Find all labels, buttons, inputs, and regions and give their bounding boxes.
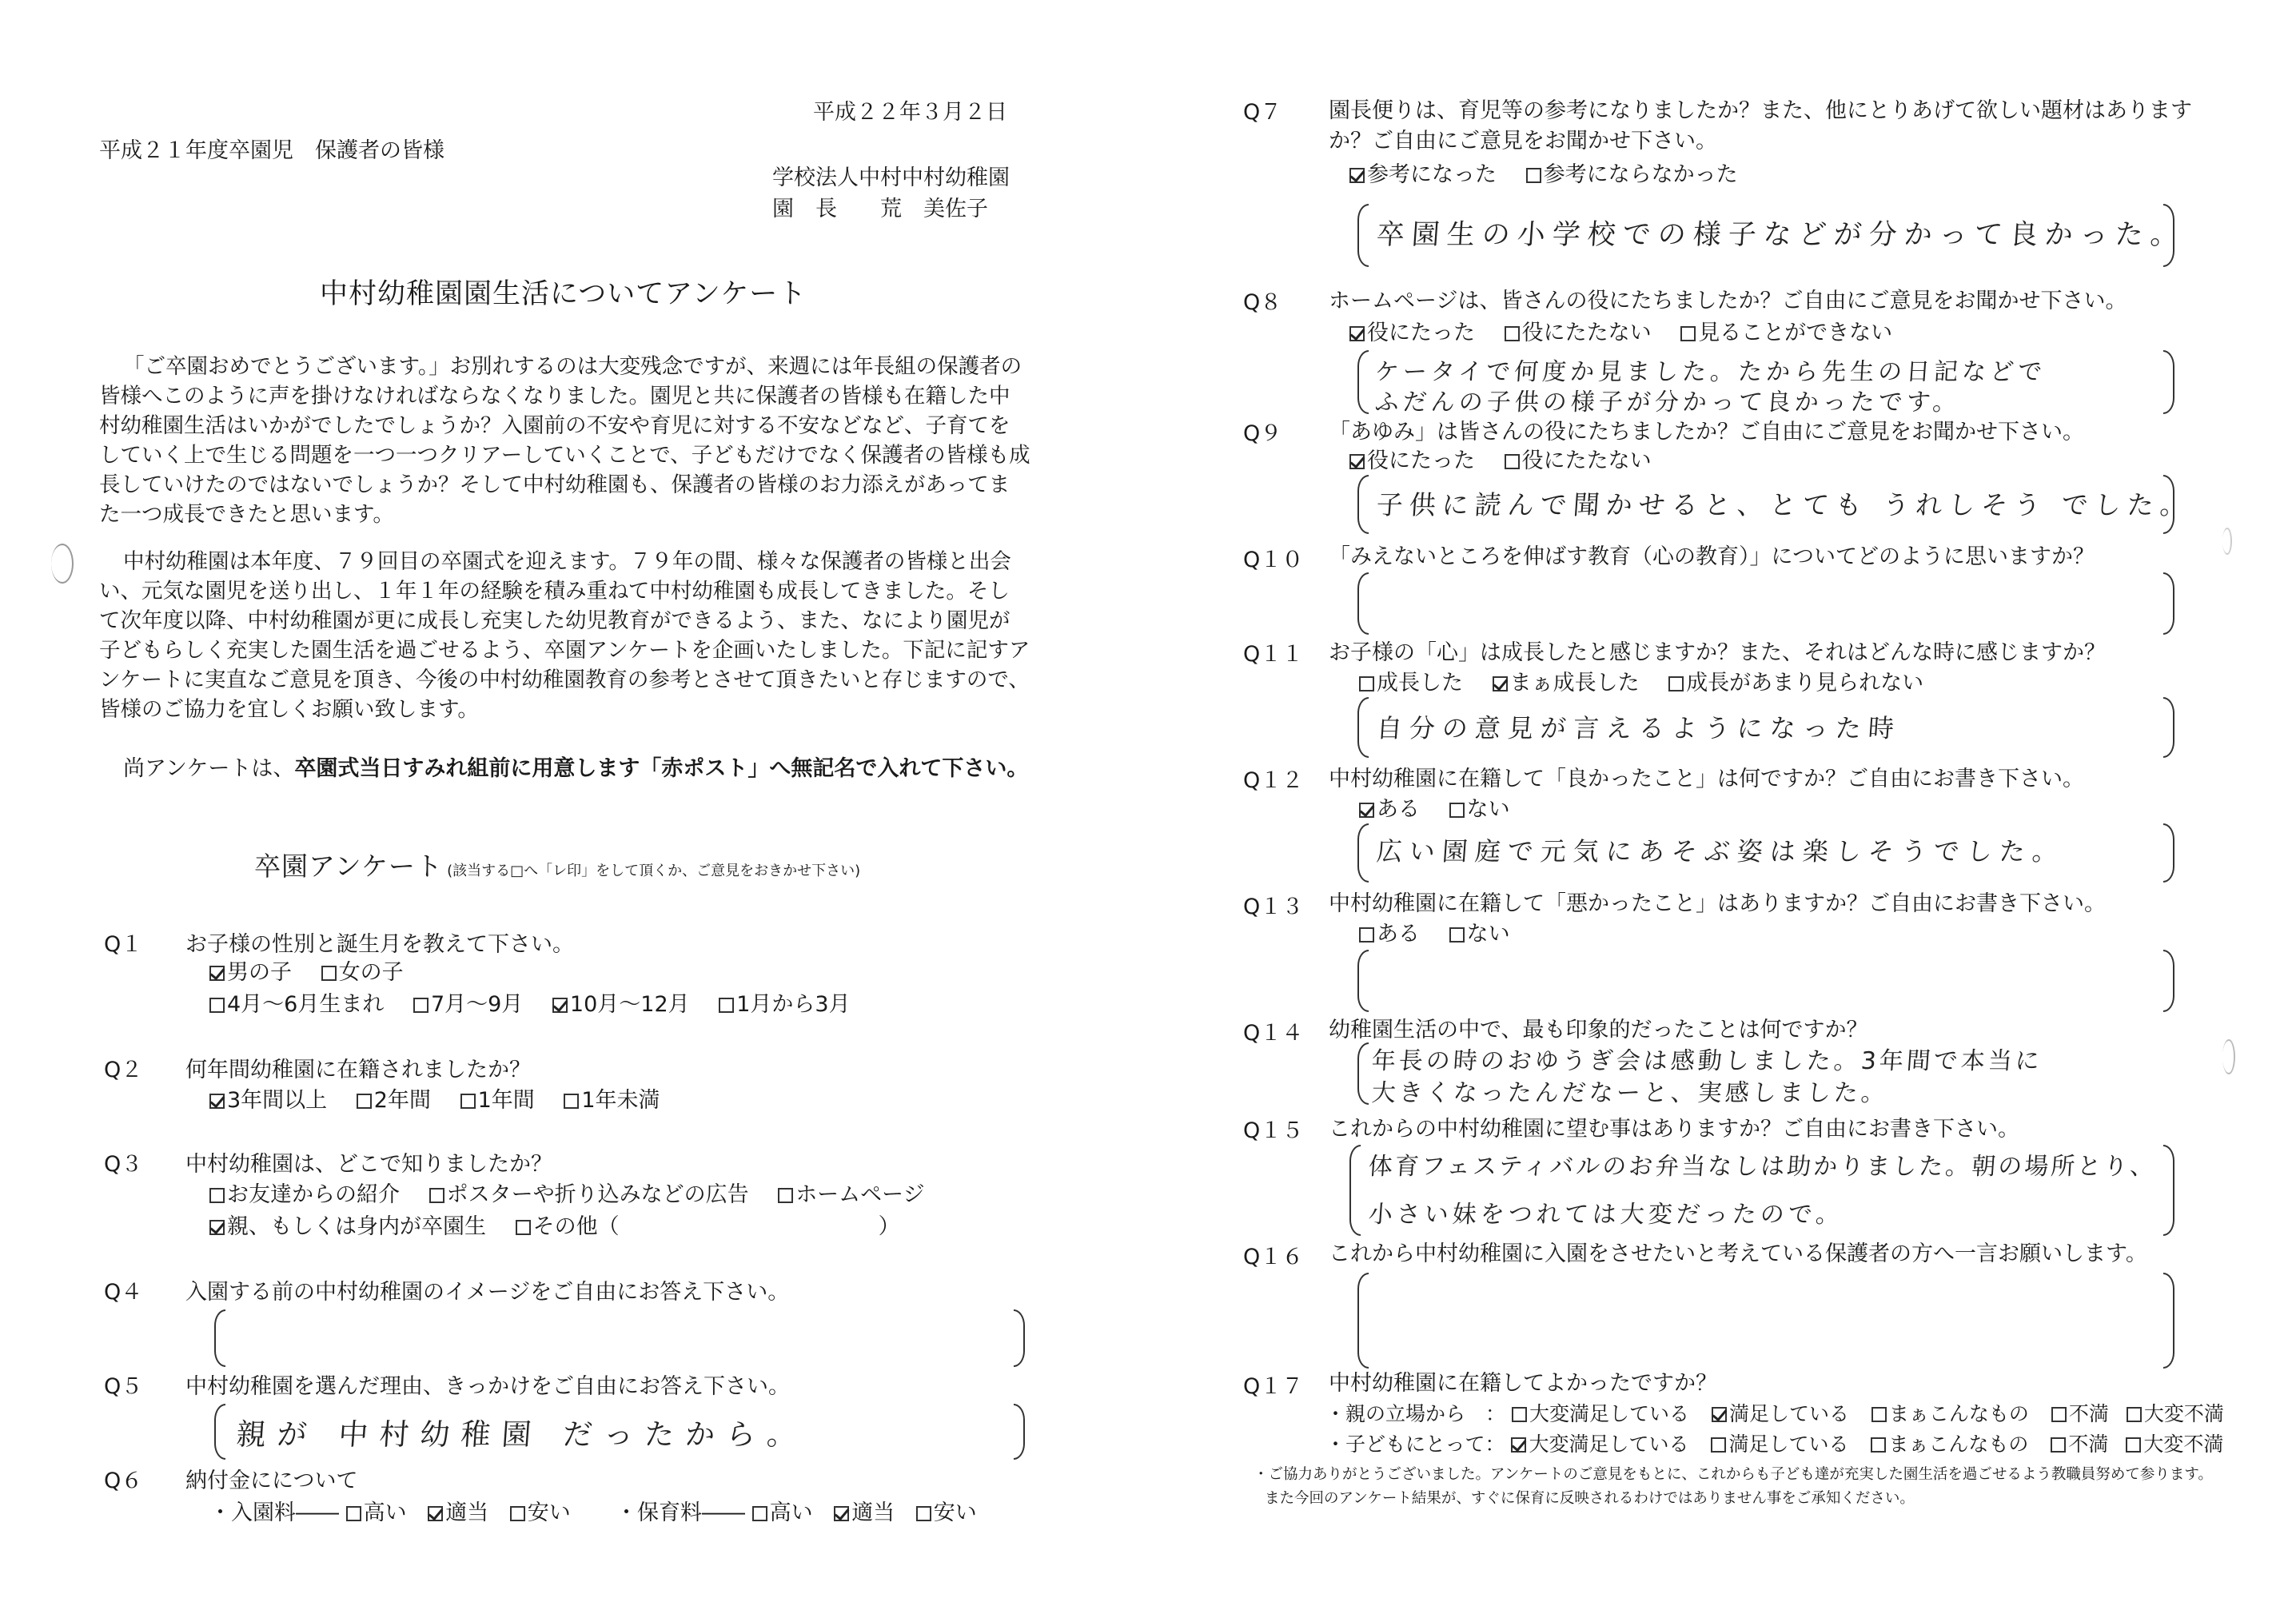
q16-answer-bracket-right <box>2163 1273 2174 1369</box>
checkbox[interactable] <box>1349 168 1365 183</box>
q8-question: ホームページは、皆さんの役にたちましたか？ご自由にご意見をお聞かせ下さい。 <box>1329 289 2127 313</box>
q13-answer-bracket-left <box>1357 950 1369 1012</box>
checkbox[interactable] <box>1871 1407 1887 1422</box>
checkbox[interactable] <box>1359 927 1374 943</box>
checkbox[interactable] <box>1349 454 1365 469</box>
checkbox[interactable] <box>2051 1437 2066 1453</box>
q10-question: 「みえないところを伸ばす教育（心の教育）」についてどのように思いますか？ <box>1329 544 2095 569</box>
q4-question: 入園する前の中村幼稚園のイメージをご自由にお答え下さい。 <box>185 1280 790 1305</box>
checkbox[interactable] <box>2127 1407 2142 1422</box>
q13-number: Q１３ <box>1243 895 1304 919</box>
checkbox[interactable] <box>719 998 734 1013</box>
q17-question: 中村幼稚園に在籍してよかったですか？ <box>1329 1371 1717 1396</box>
footer-note-1: ・ご協力ありがとうございました。アンケートのご意見をもとに、これからも子ども達が充実した園生活を過ごせるよう教職員努めて参ります。 <box>1254 1466 2213 1483</box>
q1-number: Q１ <box>104 932 143 957</box>
checkbox[interactable] <box>357 1094 372 1109</box>
q5-question: 中村幼稚園を選んだ理由、きっかけをご自由にお答え下さい。 <box>185 1374 790 1399</box>
addressee: 平成２１年度卒園児 保護者の皆様 <box>99 138 444 163</box>
q2-options: 3年間以上 2年間 1年間 1年未満 <box>209 1087 683 1114</box>
q15-handwritten-answer-line1: 体育フェスティバルのお弁当なしは助かりました。朝の場所とり、 <box>1367 1153 2158 1181</box>
q17-number: Q１７ <box>1243 1374 1304 1399</box>
checkbox[interactable] <box>2051 1407 2067 1422</box>
scan-edge-mark <box>2222 1039 2235 1074</box>
checkbox[interactable] <box>1526 168 1541 183</box>
q6-question: 納付金にについて <box>185 1469 358 1493</box>
notice-bold: 卒園式当日すみれ組前に用意します「赤ポスト」へ無記名で入れて下さい。 <box>294 756 1029 781</box>
q5-number: Q５ <box>104 1374 143 1399</box>
checkbox[interactable] <box>1493 676 1508 691</box>
q7-question: 園長便りは、育児等の参考になりましたか？また、他にとりあげて欲しい題材はありますか？ご自由にご意見をお聞かせ下さい。 <box>1329 98 2192 153</box>
q16-question: これから中村幼稚園に入園をさせたいと考えている保護者の方へ一言お願いします。 <box>1329 1241 2147 1266</box>
q3-question: 中村幼稚園は、どこで知りましたか？ <box>185 1152 552 1177</box>
checkbox[interactable] <box>209 1220 225 1235</box>
q9-options: 役にたった 役にたたない <box>1349 448 1674 475</box>
checkbox[interactable] <box>510 1506 525 1521</box>
q1-question: お子様の性別と誕生月を教えて下さい。 <box>185 932 574 957</box>
q13-question: 中村幼稚園に在籍して「悪かったこと」はありますか？ご自由にお書き下さい。 <box>1329 891 2106 916</box>
q11-options: 成長した まぁ成長した 成長があまり見られない <box>1359 670 1946 697</box>
checkbox[interactable] <box>1359 676 1374 691</box>
q12-options: ある ない <box>1359 796 1533 823</box>
q7-options: 参考になった 参考にならなかった <box>1349 161 1760 189</box>
q14-question: 幼稚園生活の中で、最も印象的だったことは何ですか？ <box>1329 1018 1868 1042</box>
checkbox[interactable] <box>1680 326 1696 341</box>
q16-number: Q１６ <box>1243 1245 1304 1269</box>
survey-note: (該当する□へ「レ印」をして頂くか、ご意見をおきかせ下さい) <box>447 863 861 879</box>
q14-handwritten-answer-line1: 年長の時のおゆうぎ会は感動しました。3年間で本当に <box>1370 1047 2044 1075</box>
q8-handwritten-answer-line2: ふだんの子供の様子が分かって良かったです。 <box>1373 389 1962 416</box>
survey-title: 卒園アンケート <box>254 851 444 882</box>
checkbox[interactable] <box>752 1506 767 1521</box>
checkbox[interactable] <box>1505 326 1520 341</box>
date: 平成２２年３月２日 <box>813 100 1007 125</box>
checkbox[interactable] <box>209 998 225 1013</box>
checkbox[interactable] <box>778 1188 793 1203</box>
q11-answer-bracket-right <box>2163 697 2174 758</box>
q11-handwritten-answer: 自分の意見が言えるようになった時 <box>1375 713 1903 743</box>
q10-number: Q１０ <box>1243 548 1304 572</box>
checkbox[interactable] <box>1349 326 1365 341</box>
footer-note-2: また今回のアンケート結果が、すぐに保育に反映されるわけではありません事をご承知ください。 <box>1265 1490 1915 1507</box>
q15-number: Q１５ <box>1243 1118 1304 1143</box>
q2-question: 何年間幼稚園に在籍されましたか？ <box>185 1058 531 1082</box>
checkbox[interactable] <box>552 998 568 1013</box>
q1-options-month: 4月～6月生まれ 7月～9月 10月～12月 1月から3月 <box>209 991 873 1018</box>
intro-paragraph-2: 中村幼稚園は本年度、７９回目の卒園式を迎えます。７９年の間、様々な保護者の皆様と出会い、元気な園児を送り出し、１年１年の経験を積み重ねて中村幼稚園も成長してきました。そして次年度以降、中村幼稚園が更に成長し充実した幼児教育ができるよう、また、なにより園児が子どもらしく充実した園生活を過ごせるよう、卒園アンケートを企画いたしました。下記に記すアンケートに実直なご意見を頂き、今後の中村幼稚園教育の参考とさせて頂きたいと存じますので、皆様のご協力を宜しくお願い致します。 <box>99 549 1030 722</box>
q8-answer-bracket-right <box>2163 350 2174 414</box>
q3-options-b: 親、もしくは身内が卒園生 その他（ ） <box>209 1214 923 1241</box>
scan-binder-mark <box>51 544 74 584</box>
principal-name: 園 長 荒 美佐子 <box>772 197 988 221</box>
checkbox[interactable] <box>1712 1407 1727 1422</box>
q16-answer-bracket-left <box>1357 1273 1369 1369</box>
checkbox[interactable] <box>564 1094 579 1109</box>
checkbox[interactable] <box>2126 1437 2141 1453</box>
checkbox[interactable] <box>1511 1437 1526 1453</box>
checkbox[interactable] <box>460 1094 476 1109</box>
checkbox[interactable] <box>516 1220 531 1235</box>
q5-answer-bracket-left <box>214 1404 225 1460</box>
checkbox[interactable] <box>346 1506 361 1521</box>
intro-paragraph-1: 「ご卒園おめでとうございます。」お別れするのは大変残念ですが、来週には年長組の保護者の皆様へこのように声を掛けなければならなくなりました。園児と共に保護者の皆様も在籍した中村幼稚園生活はいかがでしたでしょうか？入園前の不安や育児に対する不安などなど、子育てをしていく上で生じる問題を一つ一つクリアーしていくことで、子どもだけでなく保護者の皆様も成長していけたのではないでしょうか？そして中村幼稚園も、保護者の皆様のお力添えがあってまた一つ成長できたと思います。 <box>99 354 1030 527</box>
q4-number: Q４ <box>104 1280 143 1305</box>
q13-answer-bracket-right <box>2163 950 2174 1012</box>
checkbox[interactable] <box>1359 803 1374 818</box>
q4-answer-bracket-left <box>214 1309 225 1367</box>
q11-number: Q１１ <box>1243 642 1304 667</box>
checkbox[interactable] <box>413 998 429 1013</box>
scan-edge-mark <box>2222 528 2232 555</box>
q15-answer-bracket-right <box>2163 1145 2174 1236</box>
q12-question: 中村幼稚園に在籍して「良かったこと」は何ですか？ご自由にお書き下さい。 <box>1329 767 2084 791</box>
q14-handwritten-answer-line2: 大きくなったんだなーと、実感しました。 <box>1370 1079 1889 1107</box>
q8-options: 役にたった 役にたたない 見ることができない <box>1349 320 1915 347</box>
checkbox[interactable] <box>1505 454 1520 469</box>
q15-question: これからの中村幼稚園に望む事はありますか？ご自由にお書き下さい。 <box>1329 1117 2019 1142</box>
survey-heading <box>254 846 860 883</box>
checkbox[interactable] <box>1512 1407 1527 1422</box>
q5-handwritten-answer: 親が 中村幼稚園 だったから。 <box>235 1417 809 1452</box>
checkbox[interactable] <box>209 1094 225 1109</box>
q3-number: Q３ <box>104 1152 143 1177</box>
q15-answer-bracket-left <box>1349 1145 1361 1236</box>
q3-options-a: お友達からの紹介 ポスターや折り込みなどの広告 ホームページ <box>209 1182 947 1209</box>
checkbox[interactable] <box>1871 1437 1886 1453</box>
q14-answer-bracket-left <box>1357 1042 1369 1105</box>
q17-child-row: ・子どもにとって： 大変満足している 満足している まぁこんなもの 不満 大変不満 <box>1325 1433 2224 1456</box>
q5-answer-bracket-right <box>1014 1404 1025 1460</box>
q12-handwritten-answer: 広い園庭で元気にあそぶ姿は楽しそうでした。 <box>1375 836 2067 867</box>
q14-number: Q１４ <box>1243 1021 1304 1046</box>
q8-handwritten-answer-line1: ケータイで何度か見ました。たから先生の日記などで <box>1373 358 2047 386</box>
checkbox[interactable] <box>428 1506 443 1521</box>
checkbox[interactable] <box>1449 803 1465 818</box>
q8-number: Q８ <box>1243 290 1282 315</box>
q7-answer-bracket-left <box>1357 204 1369 267</box>
checkbox[interactable] <box>1449 927 1465 943</box>
q10-answer-bracket-right <box>2163 572 2174 635</box>
q12-answer-bracket-left <box>1357 823 1369 883</box>
q9-question: 「あゆみ」は皆さんの役にたちましたか？ご自由にご意見をお聞かせ下さい。 <box>1329 420 2084 444</box>
notice <box>123 755 1028 783</box>
checkbox[interactable] <box>916 1506 931 1521</box>
q12-number: Q１２ <box>1243 768 1304 793</box>
q8-answer-bracket-left <box>1357 350 1369 414</box>
q9-number: Q９ <box>1243 421 1282 446</box>
q7-handwritten-answer: 卒園生の小学校での様子などが分かって良かった。 <box>1375 219 2187 251</box>
school-name: 学校法人中村中村幼稚園 <box>772 165 1010 190</box>
q6-entrance-fee: ・入園料―― 高い 適当 安い <box>209 1500 571 1525</box>
checkbox[interactable] <box>209 966 225 981</box>
q2-number: Q２ <box>104 1058 143 1082</box>
checkbox[interactable] <box>429 1188 444 1203</box>
q11-question: お子様の「心」は成長したと感じますか？また、それはどんな時に感じますか？ <box>1329 640 2106 665</box>
q1-options-gender: 男の子 女の子 <box>209 959 426 986</box>
checkbox[interactable] <box>1668 676 1684 691</box>
q10-answer-bracket-left <box>1357 572 1369 635</box>
q12-answer-bracket-right <box>2163 823 2174 883</box>
q9-answer-bracket-left <box>1357 475 1369 534</box>
q15-handwritten-answer-line2: 小さい妹をつれては大変だったので。 <box>1367 1201 1845 1229</box>
checkbox[interactable] <box>321 966 337 981</box>
q17-parent-row: ・親の立場から ： 大変満足している 満足している まぁこんなもの 不満 大変不満 <box>1325 1402 2224 1425</box>
q9-handwritten-answer: 子供に読んで聞かせると、とても うれしそう でした。 <box>1375 489 2194 520</box>
checkbox[interactable] <box>209 1188 225 1203</box>
q7-number: Q７ <box>1243 100 1282 125</box>
checkbox[interactable] <box>1711 1437 1726 1453</box>
checkbox[interactable] <box>834 1506 849 1521</box>
q4-answer-bracket-right <box>1014 1309 1025 1367</box>
q13-options: ある ない <box>1359 921 1533 948</box>
notice-prefix: 尚アンケートは、 <box>123 756 295 781</box>
q6-childcare-fee: ・保育料―― 高い 適当 安い <box>616 1500 977 1525</box>
q6-number: Q６ <box>104 1469 143 1493</box>
page-title: 中村幼稚園園生活についてアンケート <box>320 278 807 310</box>
q11-answer-bracket-left <box>1357 697 1369 758</box>
